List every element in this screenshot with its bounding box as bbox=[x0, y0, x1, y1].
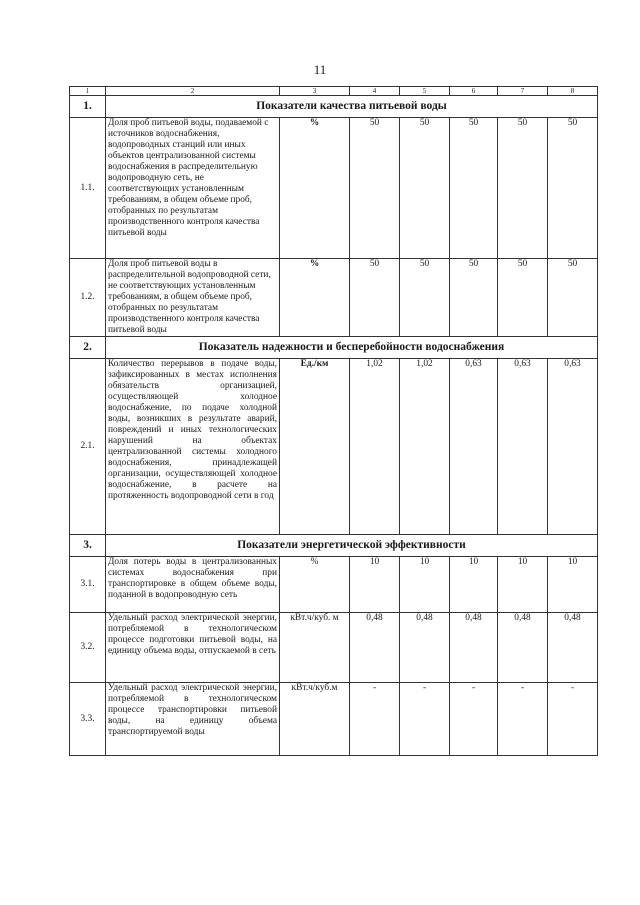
column-number: 2 bbox=[106, 87, 280, 96]
indicator-description: Удельный расход электрической энергии, потребляемой в технологическом процессе транспортировки питьевой воды, на единицу объема транспортируемой воды bbox=[106, 683, 280, 756]
column-number: 3 bbox=[280, 87, 350, 96]
column-number: 7 bbox=[498, 87, 548, 96]
row-number: 3.2. bbox=[70, 613, 106, 683]
value-cell: 0,63 bbox=[450, 359, 498, 535]
row-number: 2.1. bbox=[70, 359, 106, 535]
value-cell: 50 bbox=[498, 259, 548, 337]
value-cell: 50 bbox=[350, 118, 400, 259]
value-cell: 50 bbox=[350, 259, 400, 337]
column-number: 5 bbox=[400, 87, 450, 96]
row-number: 1.1. bbox=[70, 118, 106, 259]
column-number: 6 bbox=[450, 87, 498, 96]
value-cell: 50 bbox=[450, 118, 498, 259]
section-row bbox=[70, 96, 598, 118]
value-cell: 10 bbox=[498, 557, 548, 613]
indicators-table bbox=[69, 86, 598, 756]
unit-cell: кВт.ч/куб. м bbox=[280, 613, 350, 683]
value-cell: 50 bbox=[548, 118, 598, 259]
section-row bbox=[70, 535, 598, 557]
section-title: Показатели качества питьевой воды bbox=[106, 96, 598, 118]
indicator-description: Доля потерь воды в централизованных системах водоснабжения при транспортировке в общем объеме воды, поданной в водопроводную сеть bbox=[106, 557, 280, 613]
table-row bbox=[70, 683, 598, 756]
value-cell: 50 bbox=[450, 259, 498, 337]
value-cell: 1,02 bbox=[350, 359, 400, 535]
section-title: Показатели энергетической эффективности bbox=[106, 535, 598, 557]
value-cell: 0,48 bbox=[450, 613, 498, 683]
indicator-description: Доля проб питьевой воды в распределительной водопроводной сети, не соответствующих установленным требованиям, в общем объеме проб, отобранных по результатам производственного контроля качества питьевой воды bbox=[106, 259, 280, 337]
value-cell: - bbox=[498, 683, 548, 756]
table-row bbox=[70, 118, 598, 259]
section-row bbox=[70, 337, 598, 359]
indicator-description: Удельный расход электрической энергии, потребляемой в технологическом процессе подготовки питьевой воды, на единицу объема воды, отпускаемой в сеть bbox=[106, 613, 280, 683]
value-cell: 0,63 bbox=[548, 359, 598, 535]
value-cell: 0,63 bbox=[498, 359, 548, 535]
value-cell: 10 bbox=[450, 557, 498, 613]
unit-cell: кВт.ч/куб.м bbox=[280, 683, 350, 756]
section-number: 1. bbox=[70, 96, 106, 118]
value-cell: 50 bbox=[548, 259, 598, 337]
indicator-description: Количество перерывов в подаче воды, зафиксированных в местах исполнения обязательств организацией, осуществляющей холодное водоснабжение, по подаче холодной воды, возникших в результате аварий, повреждений и иных технологических нарушений на объектах централизованной системы холодного водоснабжения, принадлежащей организации, осуществляющей холодное водоснабжение, в расчете на протяженность водопроводной сети в год bbox=[106, 359, 280, 535]
table-row bbox=[70, 259, 598, 337]
table-row bbox=[70, 557, 598, 613]
indicator-description: Доля проб питьевой воды, подаваемой с источников водоснабжения, водопроводных станций или иных объектов централизованной системы водоснабжения в распределительную водопроводную сеть, не соответствующих установленным требованиям, в общем объеме проб, отобранных по результатам производственного контроля качества питьевой воды bbox=[106, 118, 280, 259]
row-number: 3.1. bbox=[70, 557, 106, 613]
value-cell: 50 bbox=[498, 118, 548, 259]
value-cell: 50 bbox=[400, 118, 450, 259]
section-number: 2. bbox=[70, 337, 106, 359]
unit-cell: % bbox=[280, 557, 350, 613]
value-cell: 0,48 bbox=[498, 613, 548, 683]
value-cell: 10 bbox=[400, 557, 450, 613]
unit-cell: % bbox=[280, 259, 350, 337]
value-cell: 10 bbox=[350, 557, 400, 613]
value-cell: - bbox=[350, 683, 400, 756]
value-cell: - bbox=[548, 683, 598, 756]
value-cell: 10 bbox=[548, 557, 598, 613]
column-number: 1 bbox=[70, 87, 106, 96]
table-row bbox=[70, 613, 598, 683]
section-number: 3. bbox=[70, 535, 106, 557]
row-number: 3.3. bbox=[70, 683, 106, 756]
page-number: 11 bbox=[313, 62, 327, 77]
column-number: 4 bbox=[350, 87, 400, 96]
value-cell: - bbox=[400, 683, 450, 756]
value-cell: 0,48 bbox=[350, 613, 400, 683]
value-cell: 0,48 bbox=[400, 613, 450, 683]
value-cell: 50 bbox=[400, 259, 450, 337]
row-number: 1.2. bbox=[70, 259, 106, 337]
value-cell: 1,02 bbox=[400, 359, 450, 535]
column-number-row bbox=[70, 87, 598, 96]
value-cell: - bbox=[450, 683, 498, 756]
unit-cell: Ед./км bbox=[280, 359, 350, 535]
unit-cell: % bbox=[280, 118, 350, 259]
value-cell: 0,48 bbox=[548, 613, 598, 683]
section-title: Показатель надежности и бесперебойности водоснабжения bbox=[106, 337, 598, 359]
table-row bbox=[70, 359, 598, 535]
column-number: 8 bbox=[548, 87, 598, 96]
